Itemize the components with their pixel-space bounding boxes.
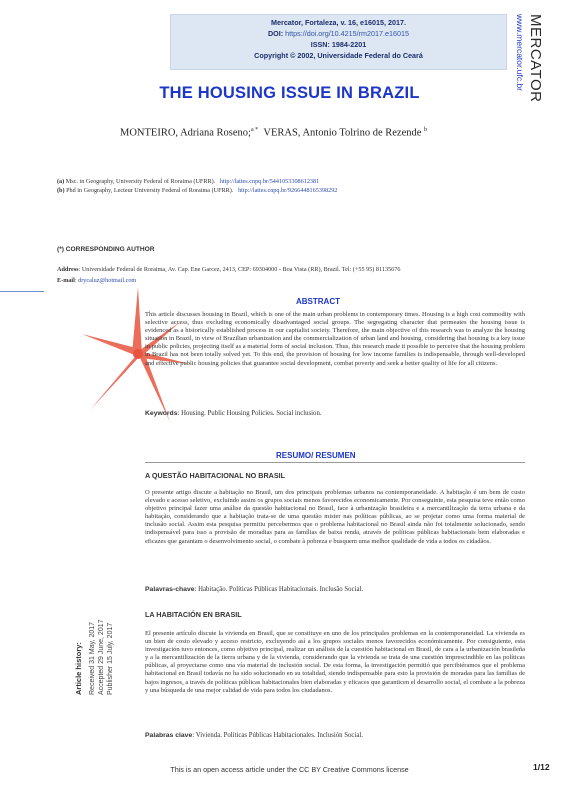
doi-link[interactable]: https://doi.org/10.4215/rm2017.e16015	[285, 29, 410, 38]
page-number: 1/12	[533, 762, 550, 772]
author-2: VERAS, Antonio Tolrino de Rezende	[263, 127, 422, 139]
license-footer: This is an open access article under the CC BY Creative Commons license	[170, 765, 409, 774]
website-link[interactable]: www.mercator.ufc.br	[515, 14, 525, 91]
author-line: MONTEIRO, Adriana Roseno;$^{a *}$ VERAS, Antonio Tolrino de Rezende $^b$	[120, 127, 428, 139]
es-title: LA HABITACIÓN EN BRASIL	[145, 610, 242, 619]
star-ray	[90, 356, 140, 410]
history-published: Publisher 15 July, 2017	[107, 622, 114, 695]
resumo-heading: RESUMO/ RESUMEN	[276, 451, 356, 460]
abstract-heading: ABSTRACT	[296, 297, 340, 306]
abstract-keywords: Keywords: Housing. Public Housing Policies. Social inclusion.	[145, 410, 322, 417]
email-link[interactable]: : drycaluz@hotmail.com	[74, 277, 137, 284]
history-received: Received 31 May, 2017	[89, 621, 96, 695]
paper-title: THE HOUSING ISSUE IN BRAZIL	[159, 84, 420, 102]
abstract-text: This article discusses housing in Brazil, which is one of the main urban problems in contemporary times. Housing is a high cost commodity with selective access, thus excluding economically disadvantaged social groups. The segregating character that permeates the housing issue is evidenced as a historically established process in our capitalist society. Therefore, the main objective of this research was to analyze the housing situation in Brazil, in view of Brazilian urbanization and the commercialization of urban land and housing, considering that housing is a key issue in public policies, projecting itself as a material form of social inclusion. Thus, this research made it possible to perceive that the housing problem in Brazil has not been totally solved yet. To this end, the provision of housing for low income families is indispensable, through well-developed and effective public housing policies that guarantee social development, combat poverty and seek a better quality of life for all citizens.	[145, 311, 525, 367]
divider	[145, 462, 525, 463]
affiliation-a: (a) Msc. in Geography, University Federal of Roraima (UFRR). http://lattes.cnpq.br/5441053308612381	[57, 178, 320, 185]
history-heading: Article history:	[74, 642, 83, 695]
pt-abstract: O presente artigo discute a habitação no Brasil, um dos principais problemas urbanos na contemporaneidade. A habitação é um bem de custo elevado e acesso seletivo, excluindo assim os grupos sociais menos favorecidos economicamente. Por conseguinte, esta pesquisa teve então como objetivo principal fazer uma análise da questão habitacional no Brasil, face à urbanização brasileira e a mercantilização da terra urbana e da habitação, considerando que a habitação trata-se de uma questão mister nas políticas públicas, ao se projetar como uma forma material de inclusão social. Assim esta pesquisa permitiu percebermos que o problema habitacional no Brasil ainda não foi totalmente solucionado, sendo indispensável para isso a provisão de moradias para as famílias de baixa renda, através de políticas públicas habitacionais bem elaboradas e eficazes que garantam o desenvolvimento social, o combate à pobreza e busquem uma melhor qualidade de vida a todos os cidadãos.	[145, 489, 525, 545]
doi-line: DOI: https://doi.org/10.4215/rm2017.e16015	[267, 29, 410, 38]
lattes-link-a[interactable]: http://lattes.cnpq.br/5441053308612381	[219, 178, 320, 185]
copyright: Copyright © 2002, Universidade Federal do Ceará	[254, 51, 423, 60]
es-abstract: El presente artículo discute la vivienda en Brasil, que se constituye en uno de los principales problemas en la contemporaneidad. La vivienda es un bien de costo elevado y acceso restricto, excluyendo así a los grupos sociales menos favorecidos económicamente. Por consiguiente, esta investigación tuvo entonces, como objetivo principal, realizar un análisis de la cuestión habitacional en Brasil, de cara a la urbanización brasileña y a la mercantilización de la tierra urbana y de la vivienda, considerando que la vivienda se trata de una cuestión imprescindible en las políticas públicas, al proyectarse como una vía material de inclusión social. De esta forma, la investigación permitió que percibiéramos que el problema habitacional en Brasil todavía no ha sido solucionado en su totalidad, siendo indispensable para esto la provisión de moradas para las familias de bajos ingresos, a través de políticas públicas habitacionales bien elaboradas y eficaces que garanticen el desarrollo social, el combate a la pobreza y una búsqueda de una mejor calidad de vida para todos los ciudadanos.	[145, 630, 525, 694]
star-center	[133, 349, 143, 359]
star-ray	[82, 334, 136, 354]
email-line: E-mail: drycaluz@hotmail.com	[57, 277, 137, 284]
brand-name: MERCATOR	[527, 14, 544, 103]
affiliation-b: (b) Phd in Geography, Lecteur University Federal of Roraima (UFRR). http://lattes.cnpq.br/9266448165398292	[57, 187, 338, 194]
corresponding-heading: (*) CORRESPONDING AUTHOR	[57, 246, 155, 253]
lattes-link-b[interactable]: http://lattes.cnpq.br/9266448165398292	[238, 187, 338, 194]
side-brand	[506, 14, 551, 124]
star-ray	[132, 287, 142, 354]
journal-header	[170, 14, 507, 70]
author-1: MONTEIRO, Adriana Roseno;	[120, 127, 251, 139]
margin-rule	[0, 291, 44, 292]
journal-citation: Mercator, Fortaleza, v. 16, e16015, 2017.	[271, 18, 406, 27]
pt-title: A QUESTÃO HABITACIONAL NO BRASIL	[145, 471, 286, 480]
pt-keywords: Palavras-chave: Habitação. Políticas Públicas Habitacionais. Inclusão Social.	[145, 586, 364, 593]
issn: ISSN: 1984-2201	[310, 40, 367, 49]
es-keywords: Palabras clave: Vivienda. Políticas Públicas Habitacionales. Inclusión Social.	[145, 732, 363, 739]
article-history	[72, 575, 134, 695]
address-line: Address: Universidade Federal de Roraima, Av. Cap. Ene Garcez, 2413, CEP: 69304000 - Boa Vista (RR), Brazil. Tel: (+55 95) 81135676	[57, 266, 401, 273]
history-accepted: Accepted 29 June, 2017	[98, 619, 105, 695]
